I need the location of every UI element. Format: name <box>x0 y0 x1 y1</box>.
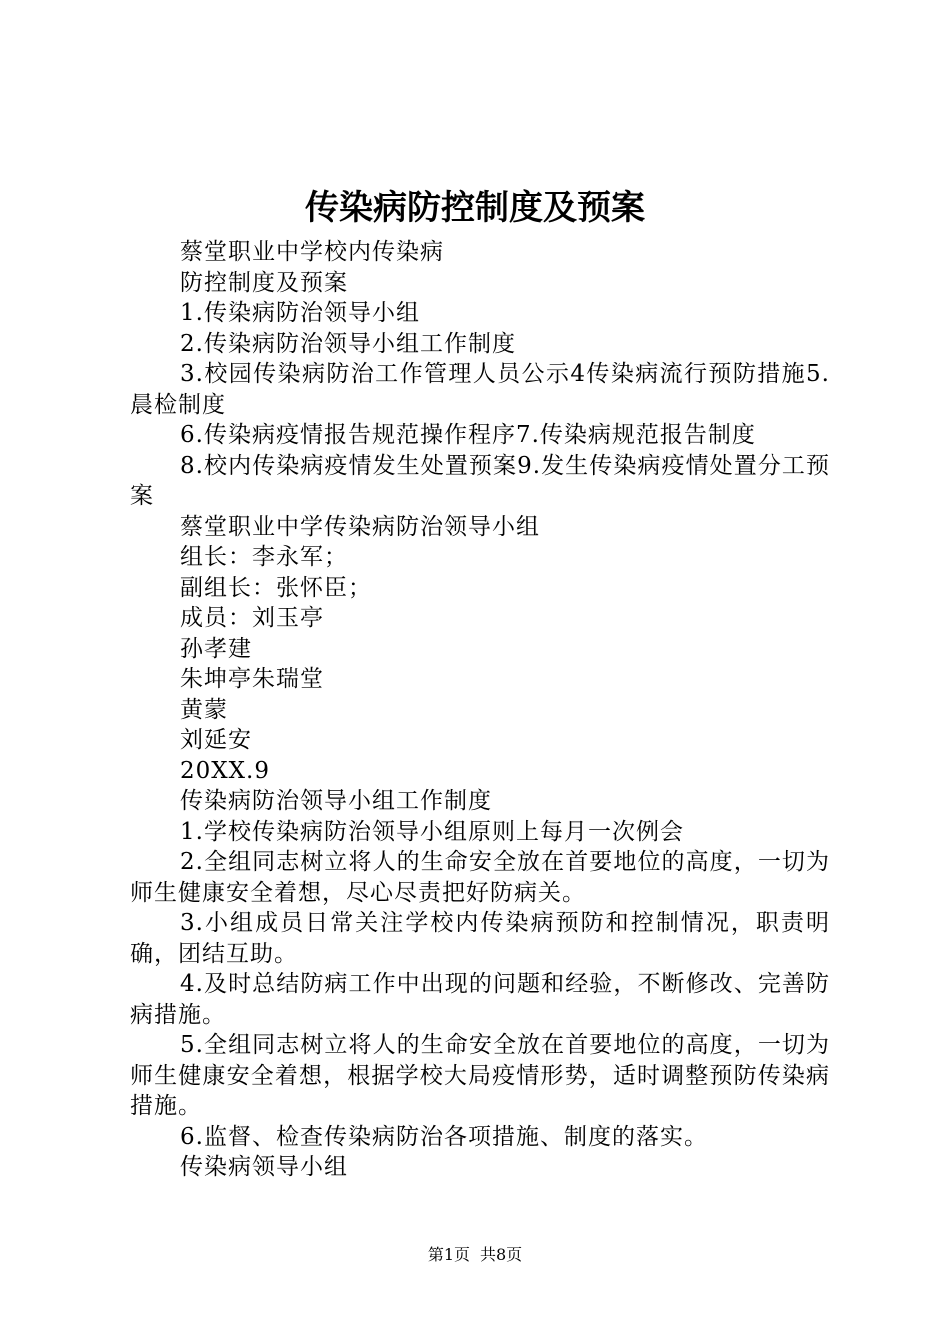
paragraph: 3.校园传染病防治工作管理人员公示4传染病流行预防措施5.晨检制度 <box>130 361 830 418</box>
paragraph: 传染病领导小组 <box>180 1154 348 1180</box>
paragraph: 6.监督、检查传染病防治各项措施、制度的落实。 <box>180 1123 708 1150</box>
paragraph: 20XX.9 <box>180 757 270 784</box>
document-body <box>130 237 830 1183</box>
paragraph: 2.全组同志树立将人的生命安全放在首要地位的高度，一切为师生健康安全着想，尽心尽责把好防病关。 <box>130 849 830 906</box>
paragraph: 4.及时总结防病工作中出现的问题和经验，不断修改、完善防病措施。 <box>130 971 830 1028</box>
paragraph: 副组长：张怀臣； <box>180 574 372 601</box>
paragraph: 8.校内传染病疫情发生处置预案9.发生传染病疫情处置分工预案 <box>130 452 830 509</box>
document-title: 传染病防控制度及预案 <box>305 188 645 228</box>
page-number: 第1页 <box>427 1245 470 1264</box>
paragraph: 孙孝建 <box>180 635 252 662</box>
paragraph: 蔡堂职业中学传染病防治领导小组 <box>180 513 540 540</box>
paragraph: 1.学校传染病防治领导小组原则上每月一次例会 <box>180 818 684 845</box>
paragraph: 黄蒙 <box>180 696 228 723</box>
paragraph: 防控制度及预案 <box>180 269 348 296</box>
paragraph: 1.传染病防治领导小组 <box>180 300 420 326</box>
page-total: 共8页 <box>480 1245 523 1264</box>
paragraph: 6.传染病疫情报告规范操作程序7.传染病规范报告制度 <box>180 422 756 448</box>
paragraph: 朱坤亭朱瑞堂 <box>180 666 324 692</box>
paragraph: 传染病防治领导小组工作制度 <box>180 788 492 814</box>
paragraph: 蔡堂职业中学校内传染病 <box>180 239 444 265</box>
paragraph: 组长：李永军； <box>180 544 348 570</box>
page-footer <box>0 1243 950 1267</box>
paragraph: 5.全组同志树立将人的生命安全放在首要地位的高度，一切为师生健康安全着想，根据学校大局疫情形势，适时调整预防传染病措施。 <box>130 1032 830 1119</box>
paragraph: 成员：刘玉亭 <box>180 605 324 631</box>
paragraph: 刘延安 <box>180 727 252 753</box>
paragraph: 2.传染病防治领导小组工作制度 <box>180 330 516 357</box>
paragraph: 3.小组成员日常关注学校内传染病预防和控制情况，职责明确，团结互助。 <box>130 910 830 967</box>
